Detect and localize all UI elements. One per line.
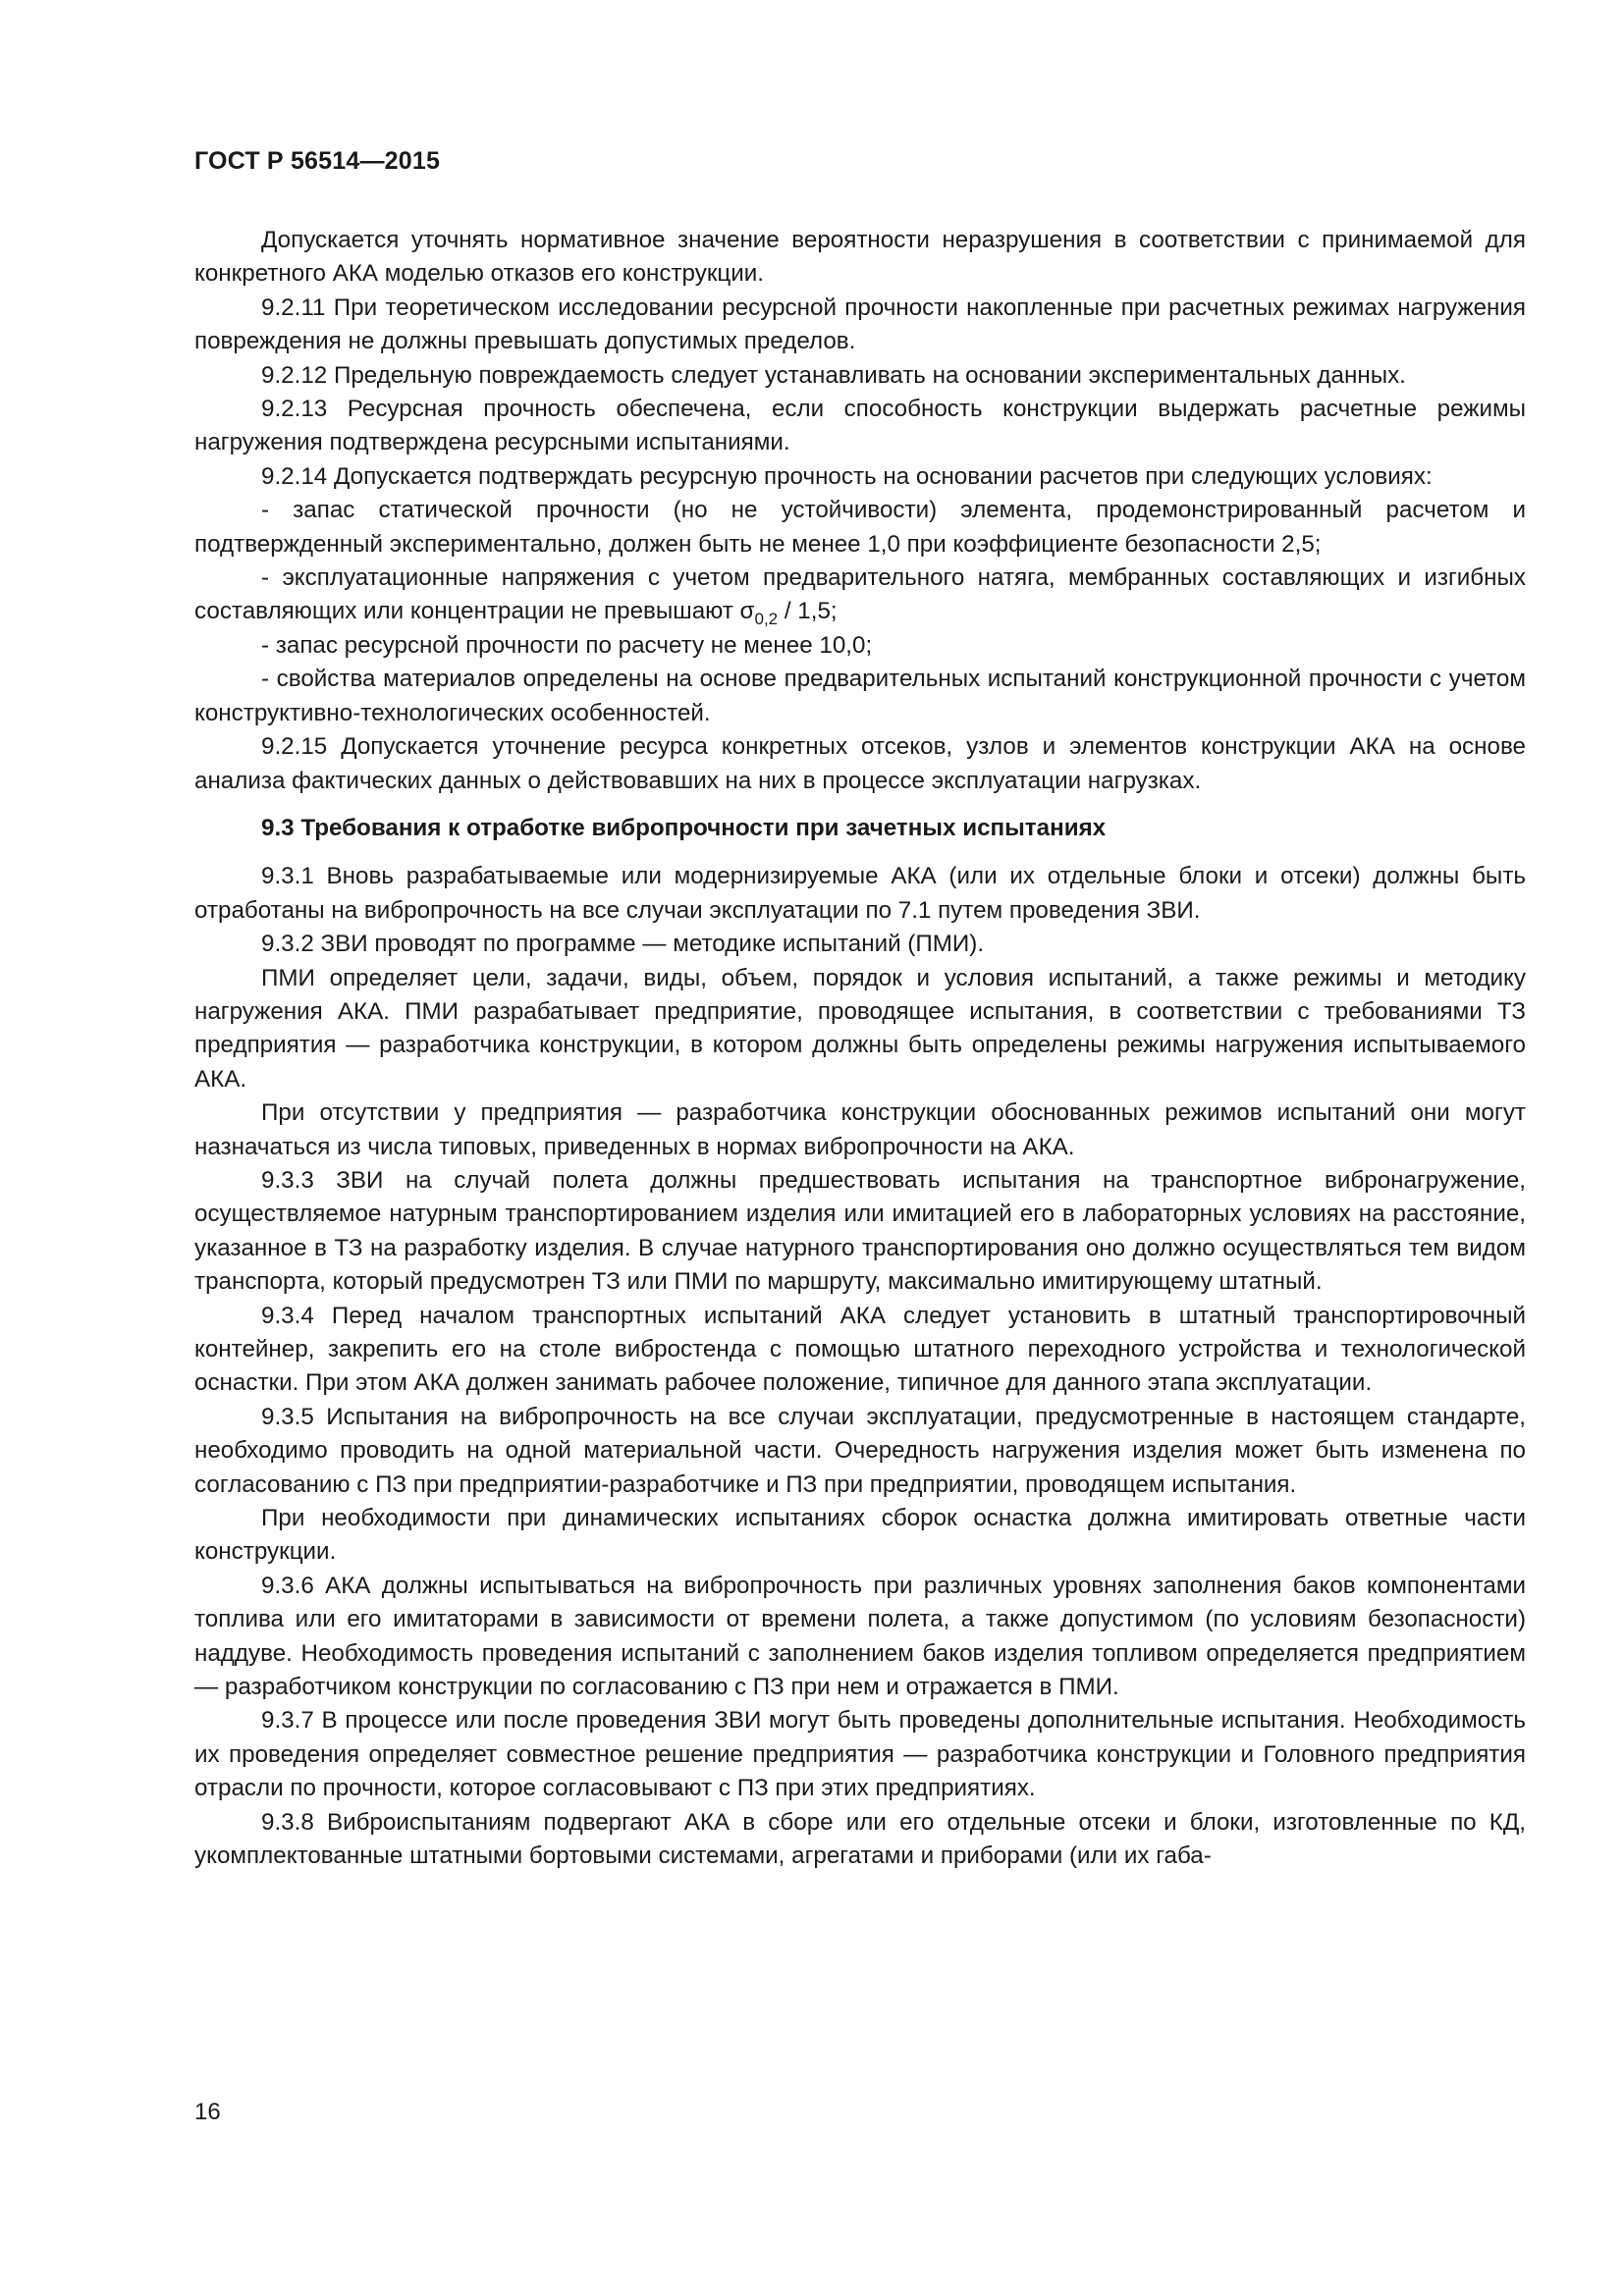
paragraph: - запас статической прочности (но не устойчивости) элемента, продемонстрированный расчетом и подтвержденный экспериментально, должен быть не менее 1,0 при коэффициенте безопасности 2,5; <box>194 497 1526 558</box>
stress-text-before: - эксплуатационные напряжения с учетом предварительного натяга, мембранных составляющих и изгибных составляющих или концентрации не превышают σ <box>194 564 1526 625</box>
paragraph: ПМИ определяет цели, задачи, виды, объем, порядок и условия испытаний, а также режимы и методику нагружения АКА. ПМИ разрабатывает предприятие, проводящее испытания, в соответствии с требованиями ТЗ предприятия — разработчика конструкции, в котором должны быть определены режимы нагружения испытываемого АКА. <box>194 964 1526 1093</box>
paragraph: 9.3.4 Перед началом транспортных испытаний АКА следует установить в штатный транспортировочный контейнер, закрепить его на столе вибростенда с помощью штатного переходного устройства и технологической оснастки. При этом АКА должен занимать рабочее положение, типичное для данного этапа эксплуатации. <box>194 1302 1526 1397</box>
paragraph: 9.3.2 ЗВИ проводят по программе — методике испытаний (ПМИ). <box>261 931 985 958</box>
document-body <box>194 224 1526 1874</box>
paragraph: 9.2.13 Ресурсная прочность обеспечена, если способность конструкции выдержать расчетные режимы нагружения подтверждена ресурсными испытаниями. <box>194 396 1526 456</box>
paragraph: При необходимости при динамических испытаниях сборок оснастка должна имитировать ответные части конструкции. <box>194 1505 1526 1566</box>
stress-subscript: 0,2 <box>754 610 779 629</box>
paragraph: 9.3.8 Виброиспытаниям подвергают АКА в сборе или его отдельные отсеки и блоки, изготовленные по КД, укомплектованные штатными бортовыми системами, агрегатами и приборами (или их габа- <box>194 1808 1526 1870</box>
stress-text-after: / 1,5; <box>778 598 838 625</box>
paragraph-stress-limit <box>194 561 1526 629</box>
document-code-header: ГОСТ Р 56514—2015 <box>194 147 441 175</box>
paragraph: 9.2.15 Допускается уточнение ресурса конкретных отсеков, узлов и элементов конструкции АКА на основе анализа фактических данных о действовавших на них в процессе эксплуатации нагрузках. <box>194 733 1526 794</box>
paragraph: - свойства материалов определены на основе предварительных испытаний конструкционной прочности с учетом конструктивно-технологических особенностей. <box>194 666 1526 726</box>
paragraph: 9.2.12 Предельную повреждаемость следует устанавливать на основании экспериментальных данных. <box>261 361 1406 389</box>
paragraph: Допускается уточнять нормативное значение вероятности неразрушения в соответствии с принимаемой для конкретного АКА моделью отказов его конструкции. <box>194 227 1526 288</box>
paragraph: 9.3.1 Вновь разрабатываемые или модернизируемые АКА (или их отдельные блоки и отсеки) должны быть отработаны на вибропрочность на все случаи эксплуатации по 7.1 путем проведения ЗВИ. <box>194 863 1526 924</box>
paragraph-group-9-3 <box>194 860 1526 1873</box>
paragraph: 9.2.11 При теоретическом исследовании ресурсной прочности накопленные при расчетных режимах нагружения повреждения не должны превышать допустимых пределов. <box>194 294 1526 355</box>
paragraph: 9.3.3 ЗВИ на случай полета должны предшествовать испытания на транспортное вибронагружение, осуществляемое натурным транспортированием изделия или имитацией его в лабораторных условиях на расстояние, указанное в ТЗ на разработку изделия. В случае натурного транспортирования оно должно осуществляться тем видом транспорта, который предусмотрен ТЗ или ПМИ по маршруту, максимально имитирующему штатный. <box>194 1166 1526 1296</box>
paragraph: 9.3.7 В процессе или после проведения ЗВИ могут быть проведены дополнительные испытания. Необходимость их проведения определяет совместное решение предприятия — разработчика конструкции и Головного предприятия отрасли по прочности, которое согласовывают с ПЗ при этих предприятиях. <box>194 1707 1526 1802</box>
paragraph: 9.3.6 АКА должны испытываться на вибропрочность при различных уровнях заполнения баков компонентами топлива или его имитаторами в зависимости от времени полета, а также допустимом (по условиям безопасности) наддуве. Необходимость проведения испытаний с заполнением баков изделия топливом определяется предприятием — разработчиком конструкции по согласованию с ПЗ при нем и отражается в ПМИ. <box>194 1572 1526 1701</box>
paragraph-group-9-2-b <box>194 629 1526 798</box>
paragraph: 9.3.5 Испытания на вибропрочность на все случаи эксплуатации, предусмотренные в настоящем стандарте, необходимо проводить на одной материальной части. Очередность нагружения изделия может быть изменена по согласованию с ПЗ при предприятии-разработчике и ПЗ при предприятии, проводящем испытания. <box>194 1403 1526 1498</box>
paragraph: При отсутствии у предприятия — разработчика конструкции обоснованных режимов испытаний они могут назначаться из числа типовых, приведенных в нормах вибропрочности на АКА. <box>194 1099 1526 1160</box>
paragraph: 9.2.14 Допускается подтверждать ресурсную прочность на основании расчетов при следующих условиях: <box>261 462 1433 490</box>
paragraph: - запас ресурсной прочности по расчету не менее 10,0; <box>261 631 873 659</box>
paragraph-group-9-2-a <box>194 224 1526 561</box>
page-number: 16 <box>194 2099 221 2125</box>
section-heading-9-3: 9.3 Требования к отработке вибропрочности при зачетных испытаниях <box>261 814 1107 841</box>
